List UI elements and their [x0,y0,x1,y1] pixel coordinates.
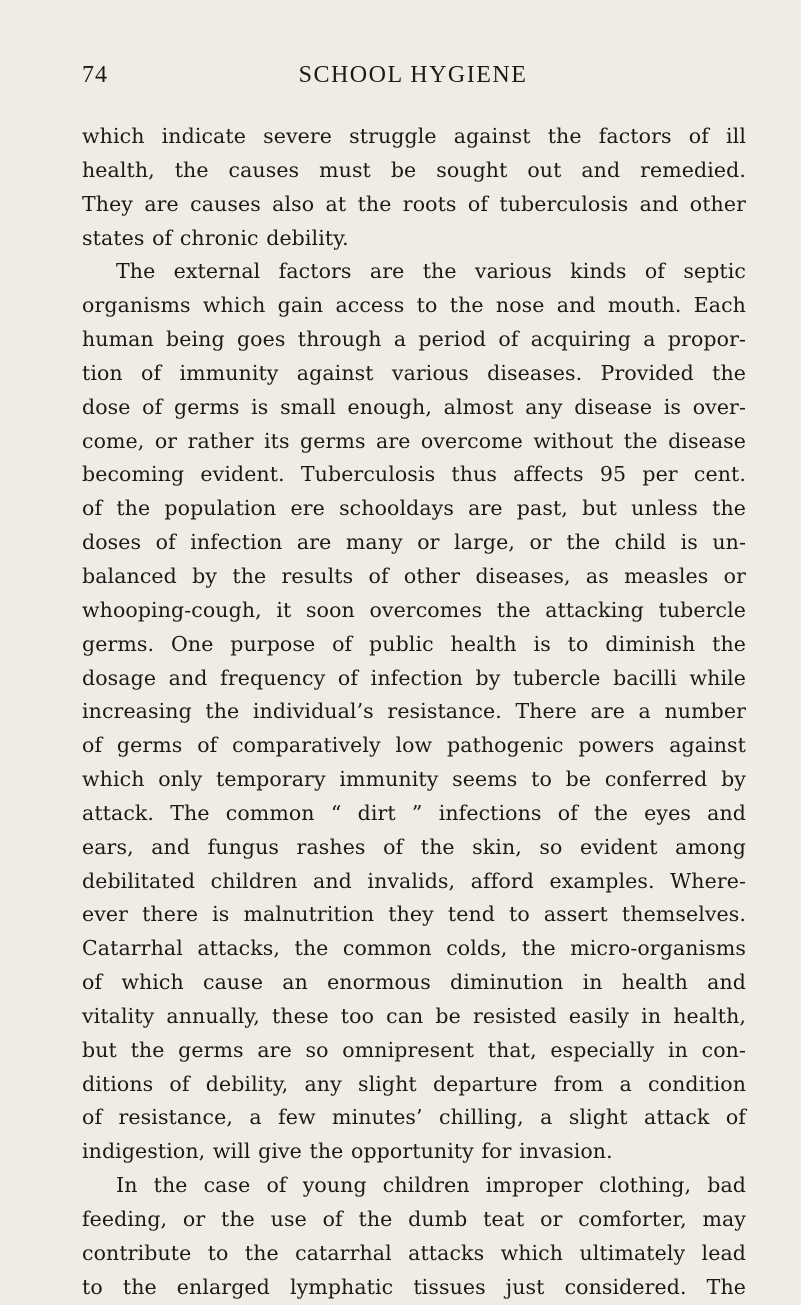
text-line: human being goes through a period of acquiring a propor- [82,327,746,352]
text-line: whooping-cough, it soon overcomes the attacking tubercle [82,597,746,622]
text-line: debilitated children and invalids, afford examples. Where- [82,868,746,893]
text-line: Catarrhal attacks, the common colds, the micro-organisms [82,936,746,961]
paragraph-start-line: The external factors are the various kinds of septic [116,259,746,284]
text-line: increasing the individual’s resistance. There are a number [82,699,746,724]
text-line: becoming evident. Tuberculosis thus affects 95 per cent. [82,462,746,487]
text-line: of which cause an enormous diminution in health and [82,970,746,995]
paragraph-end-line: states of chronic debility. [82,225,349,250]
text-line: feeding, or the use of the dumb teat or comforter, may [82,1207,746,1231]
text-line: tion of immunity against various diseases. Provided the [82,360,746,385]
running-head [82,62,744,96]
text-line: to the enlarged lymphatic tissues just considered. The [82,1274,746,1299]
text-line: but the germs are so omnipresent that, especially in con- [82,1037,746,1062]
text-line: They are causes also at the roots of tuberculosis and other [82,191,746,216]
text-line: which indicate severe struggle against the factors of ill [82,124,746,148]
paragraph-start-line: In the case of young children improper clothing, bad [116,1173,746,1198]
text-line: ears, and fungus rashes of the skin, so evident among [82,834,746,859]
text-line: contribute to the catarrhal attacks which ultimately lead [82,1240,746,1265]
page-number: 74 [82,62,108,88]
text-line: organisms which gain access to the nose and mouth. Each [82,293,746,318]
text-line: of germs of comparatively low pathogenic powers against [82,733,746,758]
text-line: balanced by the results of other diseases, as measles or [82,563,746,588]
body-text [82,120,746,1305]
paragraph-end-line: indigestion, will give the opportunity for invasion. [82,1139,613,1164]
text-line: dosage and frequency of infection by tubercle bacilli while [82,665,746,690]
text-line: which only temporary immunity seems to be conferred by [82,767,746,792]
text-line: ever there is malnutrition they tend to assert themselves. [82,902,746,927]
text-line: come, or rather its germs are overcome without the disease [82,428,746,453]
text-line: germs. One purpose of public health is to diminish the [82,631,746,656]
text-line: dose of germs is small enough, almost any disease is over- [82,394,746,419]
text-line: health, the causes must be sought out and remedied. [82,157,746,182]
text-line: doses of infection are many or large, or the child is un- [82,530,746,555]
text-line: ditions of debility, any slight departure from a condition [82,1071,746,1096]
text-line: of resistance, a few minutes’ chilling, a slight attack of [82,1105,746,1130]
text-line: attack. The common “ dirt ” infections of the eyes and [82,800,746,825]
text-line: of the population ere schooldays are past, but unless the [82,496,746,521]
text-line: vitality annually, these too can be resisted easily in health, [82,1003,746,1028]
running-title: SCHOOL HYGIENE [298,62,528,88]
